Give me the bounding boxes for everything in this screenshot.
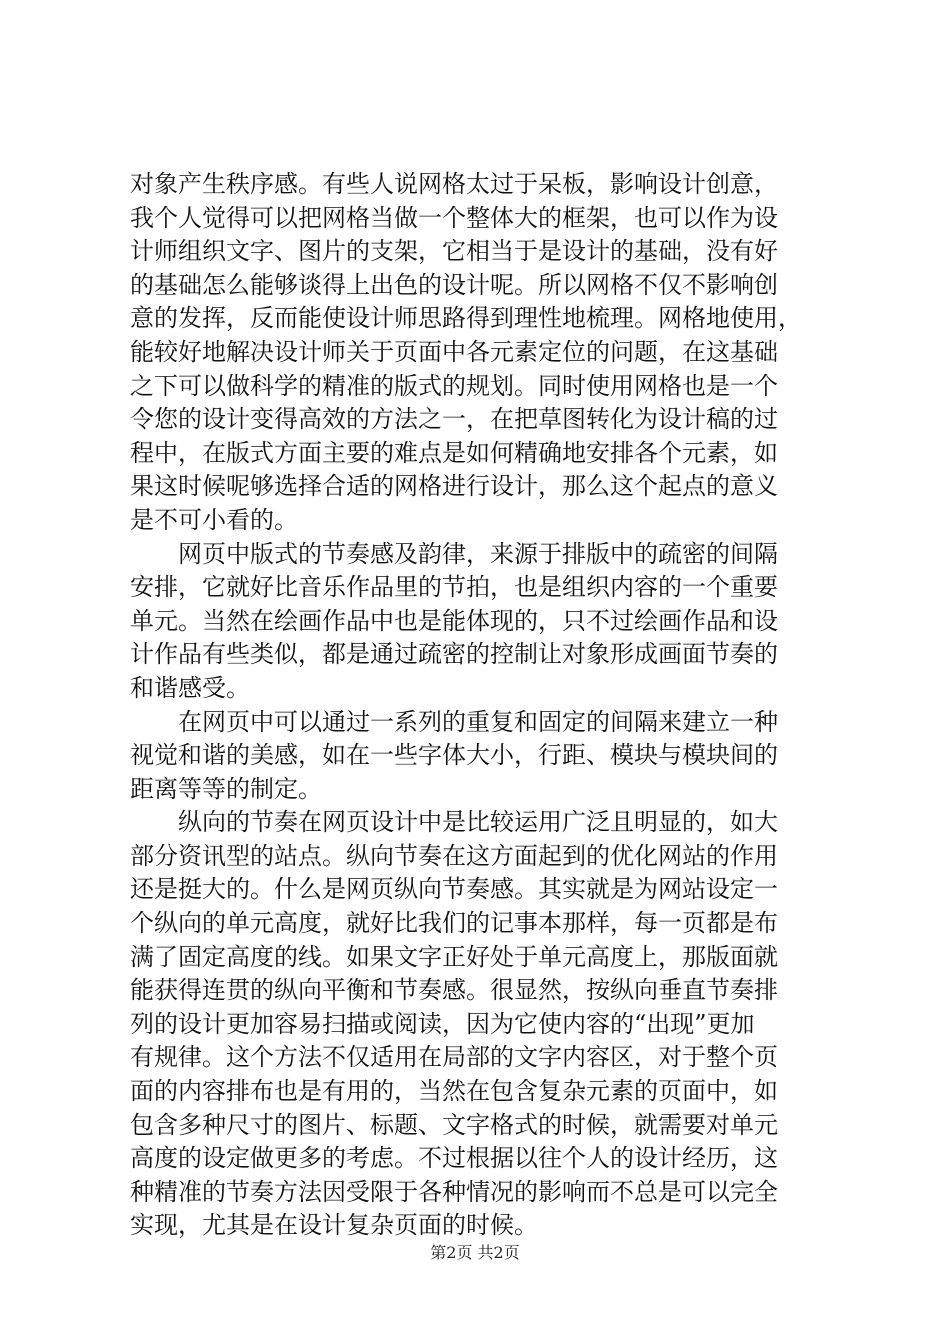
text-line: 程中，在版式方面主要的难点是如何精确地安排各个元素，如	[130, 438, 778, 467]
text-line: 计师组织文字、图片的支架，它相当于是设计的基础，没有好	[130, 237, 778, 266]
text-line: 的基础怎么能够谈得上出色的设计呢。所以网格不仅不影响创	[130, 270, 778, 299]
text-line: 视觉和谐的美感，如在一些字体大小，行距、模块与模块间的	[130, 741, 778, 770]
text-line: 还是挺大的。什么是网页纵向节奏感。其实就是为网站设定一	[130, 875, 778, 904]
text-line: 果这时候呢够选择合适的网格进行设计，那么这个起点的意义	[130, 472, 778, 501]
text-line: 能获得连贯的纵向平衡和节奏感。很显然，按纵向垂直节奏排	[130, 976, 778, 1005]
text-line: 距离等等的制定。	[130, 774, 322, 803]
text-line: 单元。当然在绘画作品中也是能体现的，只不过绘画作品和设	[130, 606, 778, 635]
text-line: 个纵向的单元高度，就好比我们的记事本那样，每一页都是布	[130, 909, 778, 938]
text-line: 意的发挥，反而能使设计师思路得到理性地梳理。网格地使用，	[130, 304, 802, 333]
text-line: 能较好地解决设计师关于页面中各元素定位的问题，在这基础	[130, 337, 778, 366]
text-line: 令您的设计变得高效的方法之一，在把草图转化为设计稿的过	[130, 405, 778, 434]
text-line: 高度的设定做更多的考虑。不过根据以往个人的设计经历，这	[130, 1144, 778, 1173]
text-line: 有规律。这个方法不仅适用在局部的文字内容区，对于整个页	[130, 1043, 778, 1072]
text-line: 面的内容排布也是有用的，当然在包含复杂元素的页面中，如	[130, 1077, 778, 1106]
text-line: 网页中版式的节奏感及韵律，来源于排版中的疏密的间隔	[178, 539, 778, 568]
text-line: 在网页中可以通过一系列的重复和固定的间隔来建立一种	[178, 707, 778, 736]
text-line: 包含多种尺寸的图片、标题、文字格式的时候，就需要对单元	[130, 1110, 778, 1139]
text-line: 是不可小看的。	[130, 505, 298, 534]
text-line: 种精准的节奏方法因受限于各种情况的影响而不总是可以完全	[130, 1177, 778, 1206]
text-line: 纵向的节奏在网页设计中是比较运用广泛且明显的，如大	[178, 808, 778, 837]
text-line: 列的设计更加容易扫描或阅读，因为它使内容的“出现”更加	[130, 1009, 755, 1038]
text-line: 我个人觉得可以把网格当做一个整体大的框架，也可以作为设	[130, 203, 778, 232]
text-line: 对象产生秩序感。有些人说网格太过于呆板，影响设计创意，	[130, 170, 778, 198]
text-line: 部分资讯型的站点。纵向节奏在这方面起到的优化网站的作用	[130, 841, 778, 870]
text-line: 满了固定高度的线。如果文字正好处于单元高度上，那版面就	[130, 942, 778, 971]
text-line: 计作品有些类似，都是通过疏密的控制让对象形成画面节奏的	[130, 640, 778, 669]
body-text	[130, 168, 830, 1243]
text-line: 之下可以做科学的精准的版式的规划。同时使用网格也是一个	[130, 371, 778, 400]
page-footer: 第2页 共2页	[430, 1243, 520, 1262]
text-line: 和谐感受。	[130, 673, 250, 702]
text-line: 实现，尤其是在设计复杂页面的时候。	[130, 1211, 538, 1240]
text-line: 安排，它就好比音乐作品里的节拍，也是组织内容的一个重要	[130, 573, 778, 602]
